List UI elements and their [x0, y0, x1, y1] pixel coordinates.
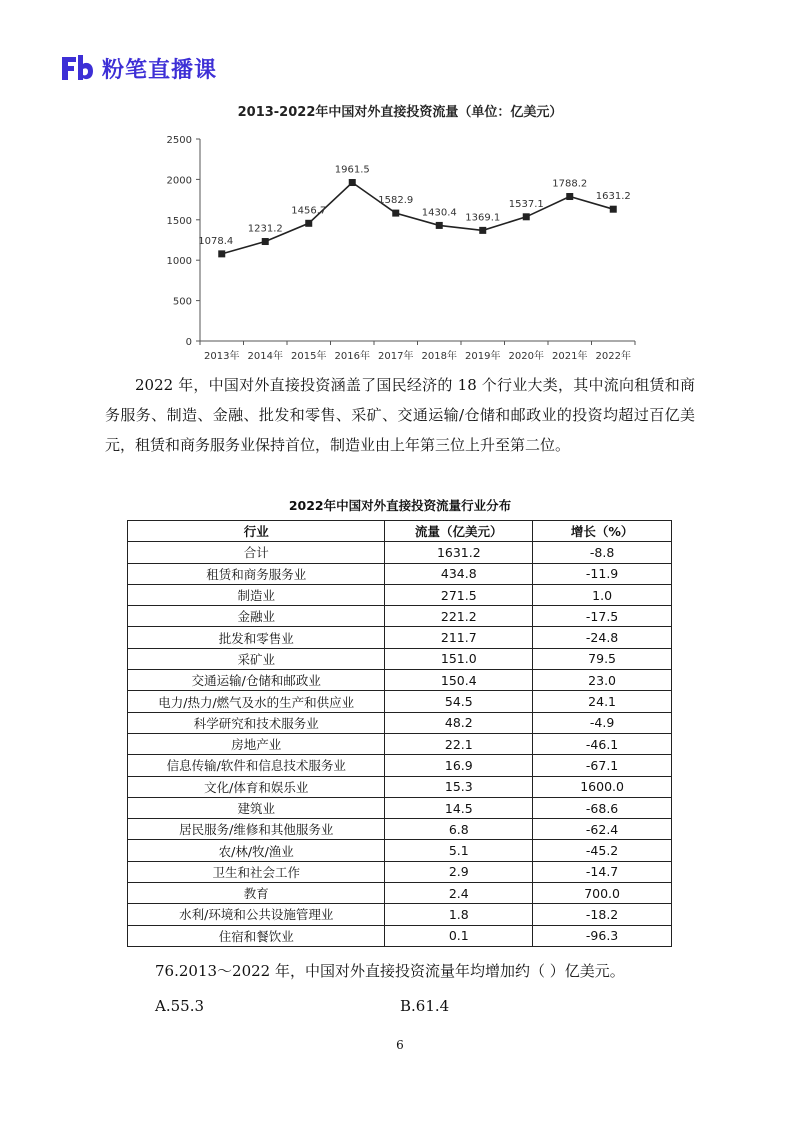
row-flow: 271.5 — [385, 584, 533, 605]
row-growth: -8.8 — [533, 542, 672, 563]
option-b[interactable]: B.61.4 — [400, 997, 450, 1015]
x-tick-label: 2015年 — [291, 351, 327, 362]
data-label: 1788.2 — [552, 178, 588, 190]
row-industry: 批发和零售业 — [128, 627, 385, 648]
table-title: 2022年中国对外直接投资流量行业分布 — [288, 498, 512, 513]
row-industry: 房地产业 — [128, 733, 385, 754]
row-flow: 5.1 — [385, 840, 533, 861]
series-line — [222, 183, 614, 254]
table-row — [128, 904, 672, 925]
data-label: 1961.5 — [334, 164, 370, 176]
row-industry: 金融业 — [128, 606, 385, 627]
row-growth: -11.9 — [533, 563, 672, 584]
row-flow: 1631.2 — [385, 542, 533, 563]
data-point — [218, 250, 225, 257]
table-header-row — [128, 521, 672, 542]
y-tick-label: 500 — [172, 296, 192, 308]
row-flow: 14.5 — [385, 797, 533, 818]
data-label: 1078.4 — [198, 235, 234, 247]
table-row — [128, 776, 672, 797]
x-tick-label: 2020年 — [508, 351, 544, 362]
row-growth: -46.1 — [533, 733, 672, 754]
row-flow: 6.8 — [385, 819, 533, 840]
row-industry: 租赁和商务服务业 — [128, 563, 385, 584]
data-label: 1537.1 — [508, 198, 544, 210]
fenbi-logo-icon — [60, 53, 94, 83]
header-growth: 增长（%） — [533, 521, 672, 542]
brand-logo — [60, 50, 217, 86]
question-text: 76.2013～2022 年，中国对外直接投资流量年均增加约（ ）亿美元。 — [155, 962, 625, 980]
data-point — [349, 179, 356, 186]
row-flow: 0.1 — [385, 925, 533, 946]
row-flow: 15.3 — [385, 776, 533, 797]
row-flow: 16.9 — [385, 755, 533, 776]
row-growth: -24.8 — [533, 627, 672, 648]
page-number: 6 — [396, 1038, 404, 1052]
data-point — [566, 193, 573, 200]
row-growth: 1600.0 — [533, 776, 672, 797]
header-flow: 流量（亿美元） — [385, 521, 533, 542]
table-row — [128, 840, 672, 861]
row-industry: 科学研究和技术服务业 — [128, 712, 385, 733]
row-growth: 23.0 — [533, 670, 672, 691]
table-row — [128, 733, 672, 754]
y-tick-label: 1000 — [166, 256, 192, 268]
x-tick-label: 2016年 — [334, 351, 370, 362]
x-tick-label: 2017年 — [378, 351, 414, 362]
row-industry: 水利/环境和公共设施管理业 — [128, 904, 385, 925]
data-point — [262, 238, 269, 245]
table-row — [128, 670, 672, 691]
table-row — [128, 883, 672, 904]
table-row — [128, 691, 672, 712]
row-flow: 221.2 — [385, 606, 533, 627]
table-row — [128, 648, 672, 669]
row-growth: -62.4 — [533, 819, 672, 840]
row-growth: 1.0 — [533, 584, 672, 605]
row-growth: -18.2 — [533, 904, 672, 925]
row-flow: 151.0 — [385, 648, 533, 669]
data-label: 1456.7 — [291, 205, 327, 217]
data-point — [610, 206, 617, 213]
x-tick-label: 2022年 — [595, 351, 631, 362]
data-point — [392, 210, 399, 217]
table-row — [128, 861, 672, 882]
table-row — [128, 627, 672, 648]
data-label: 1430.4 — [421, 207, 457, 219]
x-tick-label: 2021年 — [552, 351, 588, 362]
data-label: 1369.1 — [465, 212, 501, 224]
row-growth: -68.6 — [533, 797, 672, 818]
row-industry: 卫生和社会工作 — [128, 861, 385, 882]
y-tick-label: 2500 — [166, 135, 192, 146]
row-growth: 24.1 — [533, 691, 672, 712]
table-row — [128, 606, 672, 627]
chart-canvas — [150, 95, 650, 375]
row-flow: 150.4 — [385, 670, 533, 691]
row-growth: -4.9 — [533, 712, 672, 733]
row-flow: 22.1 — [385, 733, 533, 754]
x-tick-label: 2018年 — [421, 351, 457, 362]
data-label: 1631.2 — [595, 191, 631, 203]
table-row — [128, 755, 672, 776]
row-growth: 700.0 — [533, 883, 672, 904]
x-tick-label: 2019年 — [465, 351, 501, 362]
industry-distribution-table — [127, 520, 672, 947]
row-growth: 79.5 — [533, 648, 672, 669]
row-industry: 文化/体育和娱乐业 — [128, 776, 385, 797]
row-growth: -67.1 — [533, 755, 672, 776]
table-row — [128, 542, 672, 563]
row-flow: 2.9 — [385, 861, 533, 882]
table-row — [128, 925, 672, 946]
data-point — [305, 220, 312, 227]
row-industry: 交通运输/仓储和邮政业 — [128, 670, 385, 691]
row-industry: 采矿业 — [128, 648, 385, 669]
row-industry: 电力/热力/燃气及水的生产和供应业 — [128, 691, 385, 712]
data-point — [523, 213, 530, 220]
y-tick-label: 0 — [185, 337, 192, 348]
header-industry: 行业 — [128, 521, 385, 542]
x-tick-label: 2014年 — [247, 351, 283, 362]
y-tick-label: 2000 — [166, 175, 192, 187]
x-tick-label: 2013年 — [204, 351, 240, 362]
data-label: 1231.2 — [247, 223, 283, 235]
table-row — [128, 563, 672, 584]
row-growth: -17.5 — [533, 606, 672, 627]
investment-line-chart — [150, 95, 650, 375]
row-industry: 合计 — [128, 542, 385, 563]
row-industry: 建筑业 — [128, 797, 385, 818]
body-paragraph: 2022 年，中国对外直接投资涵盖了国民经济的 18 个行业大类，其中流向租赁和商务服务、制造、金融、批发和零售、采矿、交通运输/仓储和邮政业的投资均超过百亿美元，租赁和商务服务业保持首位，制造业由上年第三位上升至第二位。 — [105, 376, 695, 454]
row-growth: -45.2 — [533, 840, 672, 861]
row-industry: 居民服务/维修和其他服务业 — [128, 819, 385, 840]
row-growth: -96.3 — [533, 925, 672, 946]
row-flow: 211.7 — [385, 627, 533, 648]
chart-title: 2013-2022年中国对外直接投资流量（单位：亿美元） — [237, 105, 563, 120]
row-flow: 48.2 — [385, 712, 533, 733]
row-flow: 434.8 — [385, 563, 533, 584]
table-row — [128, 712, 672, 733]
row-flow: 54.5 — [385, 691, 533, 712]
brand-name: 粉笔直播课 — [102, 57, 218, 83]
table-row — [128, 797, 672, 818]
row-industry: 教育 — [128, 883, 385, 904]
row-industry: 农/林/牧/渔业 — [128, 840, 385, 861]
row-industry: 住宿和餐饮业 — [128, 925, 385, 946]
row-growth: -14.7 — [533, 861, 672, 882]
data-point — [436, 222, 443, 229]
table-row — [128, 584, 672, 605]
row-industry: 信息传输/软件和信息技术服务业 — [128, 755, 385, 776]
y-tick-label: 1500 — [166, 215, 192, 227]
table-row — [128, 819, 672, 840]
data-label: 1582.9 — [378, 195, 414, 207]
data-point — [479, 227, 486, 234]
row-industry: 制造业 — [128, 584, 385, 605]
option-a[interactable]: A.55.3 — [155, 997, 204, 1015]
row-flow: 2.4 — [385, 883, 533, 904]
row-flow: 1.8 — [385, 904, 533, 925]
